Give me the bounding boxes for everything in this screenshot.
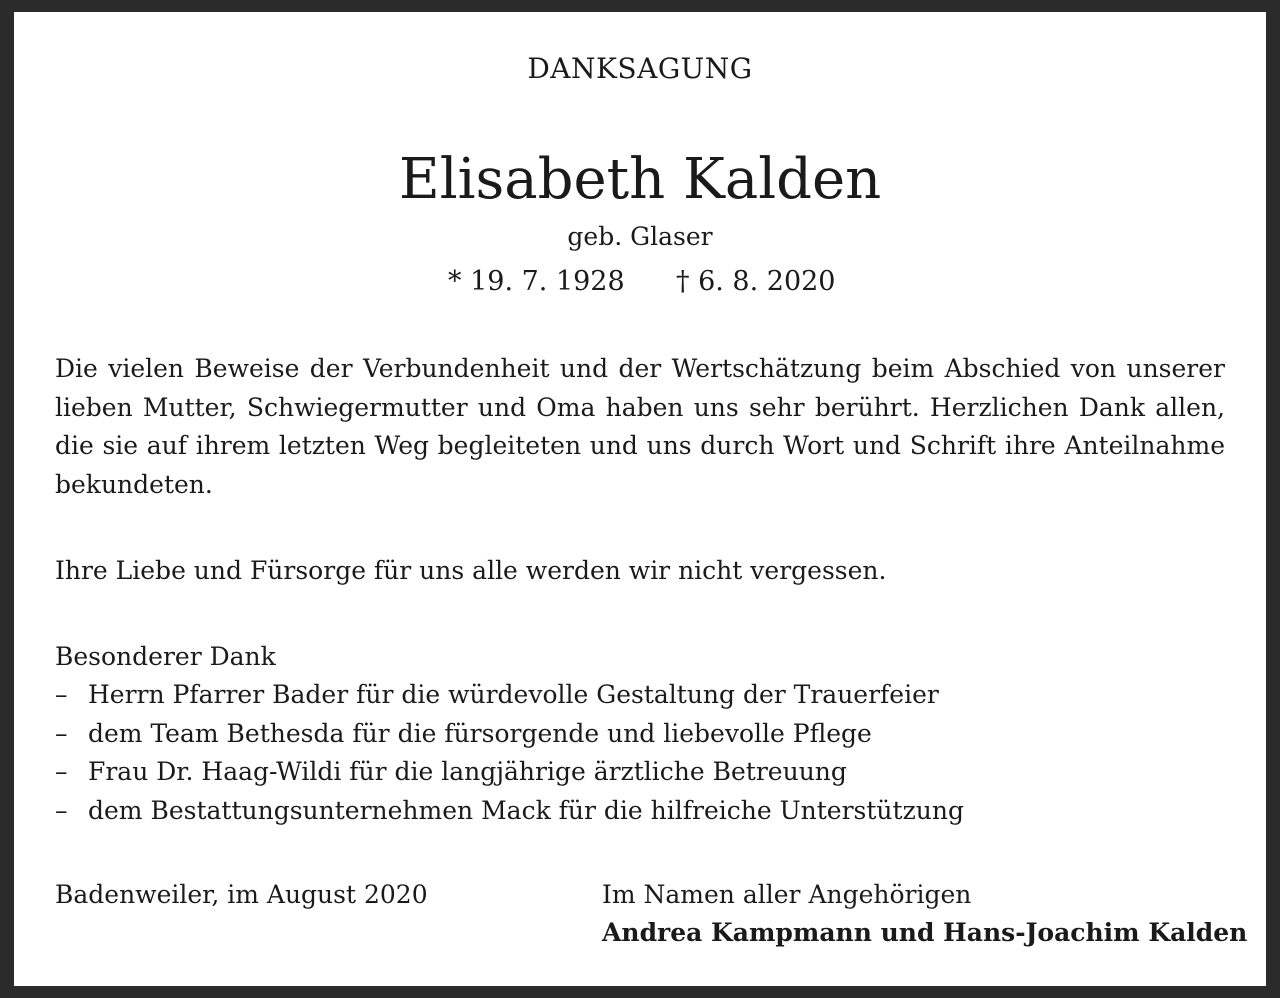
signature-names: Andrea Kampmann und Hans-Joachim Kalden (602, 918, 1248, 947)
dash-bullet: – (55, 795, 68, 825)
thanks-paragraph: Die vielen Beweise der Verbundenheit und der Wertschätzung beim Abschied von unserer lieben Mutter, Schwiegermutter und Oma haben uns sehr berührt. Herzlichen Dank allen, die sie auf ihrem letzten Weg begleiteten und uns durch Wort und Schrift ihre Anteilnahme bekundeten. (55, 354, 1225, 499)
dash-bullet: – (55, 718, 68, 748)
maiden-name: geb. Glaser (567, 222, 713, 251)
special-thanks-list (55, 676, 964, 830)
list-item: – Herrn Pfarrer Bader für die würdevolle Gestaltung der Trauerfeier (55, 676, 964, 715)
dash-bullet: – (55, 757, 68, 786)
deceased-name: Elisabeth Kalden (398, 147, 882, 212)
special-thanks-title: Besonderer Dank (55, 642, 276, 671)
list-item: – dem Bestattungsunternehmen Mack für die hilfreiche Unterstützung (55, 792, 964, 831)
notice-heading: DANKSAGUNG (527, 52, 753, 85)
signature-intro: Im Namen aller Angehörigen (602, 880, 972, 909)
list-item: – dem Team Bethesda für die fürsorgende und liebevolle Pflege (55, 715, 964, 754)
death-date: † 6. 8. 2020 (676, 266, 836, 297)
place-and-date: Badenweiler, im August 2020 (55, 880, 428, 909)
remembrance-line: Ihre Liebe und Fürsorge für uns alle werden wir nicht vergessen. (55, 556, 887, 585)
dash-bullet: – (55, 680, 68, 709)
birth-date: * 19. 7. 1928 (448, 266, 625, 297)
obituary-notice (14, 12, 1266, 986)
list-item: – Frau Dr. Haag-Wildi für die langjährige ärztliche Betreuung (55, 753, 964, 792)
